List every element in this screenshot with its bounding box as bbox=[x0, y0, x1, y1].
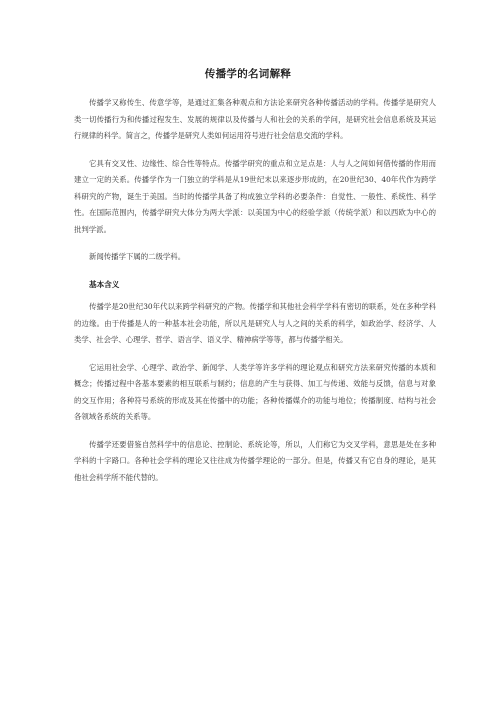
section-heading: 基本含义 bbox=[89, 279, 120, 289]
paragraph-interdisciplinary: 传播学还要借鉴自然科学中的信息论、控制论、系统论等，所以，人们称它为交叉学科，意思是处在多种学科的十字路口。各种社会学科的理论又往往成为传播学理论的一部分。但是，传播又有它自身的理论，是其他社会科学所不能代替的。 bbox=[74, 439, 436, 482]
document-title: 传播学的名词解释 bbox=[204, 68, 292, 80]
paragraph-methods: 它运用社会学、心理学、政治学、新闻学、人类学等许多学科的理论观点和研究方法来研究传播的本质和概念；传播过程中各基本要素的相互联系与制约；信息的产生与获得、加工与传递、效能与反馈，信息与对象的交互作用；各种符号系统的形成及其在传播中的功能；各种传播媒介的功能与地位；传播制度、结构与社会各领域各系统的关系等。 bbox=[74, 362, 436, 421]
paragraph-characteristics: 它具有交叉性、边缘性、综合性等特点。传播学研究的重点和立足点是：人与人之间如何借传播的作用而建立一定的关系。传播学作为一门独立的学科是从19世纪末以来逐步形成的，在20世纪30、40年代作为跨学科研究的产物，诞生于美国。当时的传播学具备了构成独立学科的必要条件：自觉性、一般性、系统性、科学性。在国际范围内，传播学研究大体分为两大学派：以美国为中心的经验学派（传统学派）和以西欧为中心的批判学派。 bbox=[74, 158, 436, 234]
paragraph-subdiscipline: 新闻传播学下属的二级学科。 bbox=[89, 252, 186, 261]
document-body bbox=[74, 95, 436, 497]
paragraph-definition: 传播学又称传生、传意学等，是通过汇集各种观点和方法论来研究各种传播活动的学科。传播学是研究人类一切传播行为和传播过程发生、发展的规律以及传播与人和社会的关系的学问，是研究社会信息系统及其运行规律的科学。简言之，传播学是研究人类如何运用符号进行社会信息交流的学科。 bbox=[74, 98, 436, 140]
paragraph-origin: 传播学是20世纪30年代以来跨学科研究的产物。传播学和其他社会科学学科有密切的联系，处在多种学科的边缘。由于传播是人的一种基本社会功能，所以凡是研究人与人之间的关系的科学，如政治学、经济学、人类学、社会学、心理学、哲学、语言学、语义学、精神病学等等，都与传播学相关。 bbox=[74, 302, 436, 344]
